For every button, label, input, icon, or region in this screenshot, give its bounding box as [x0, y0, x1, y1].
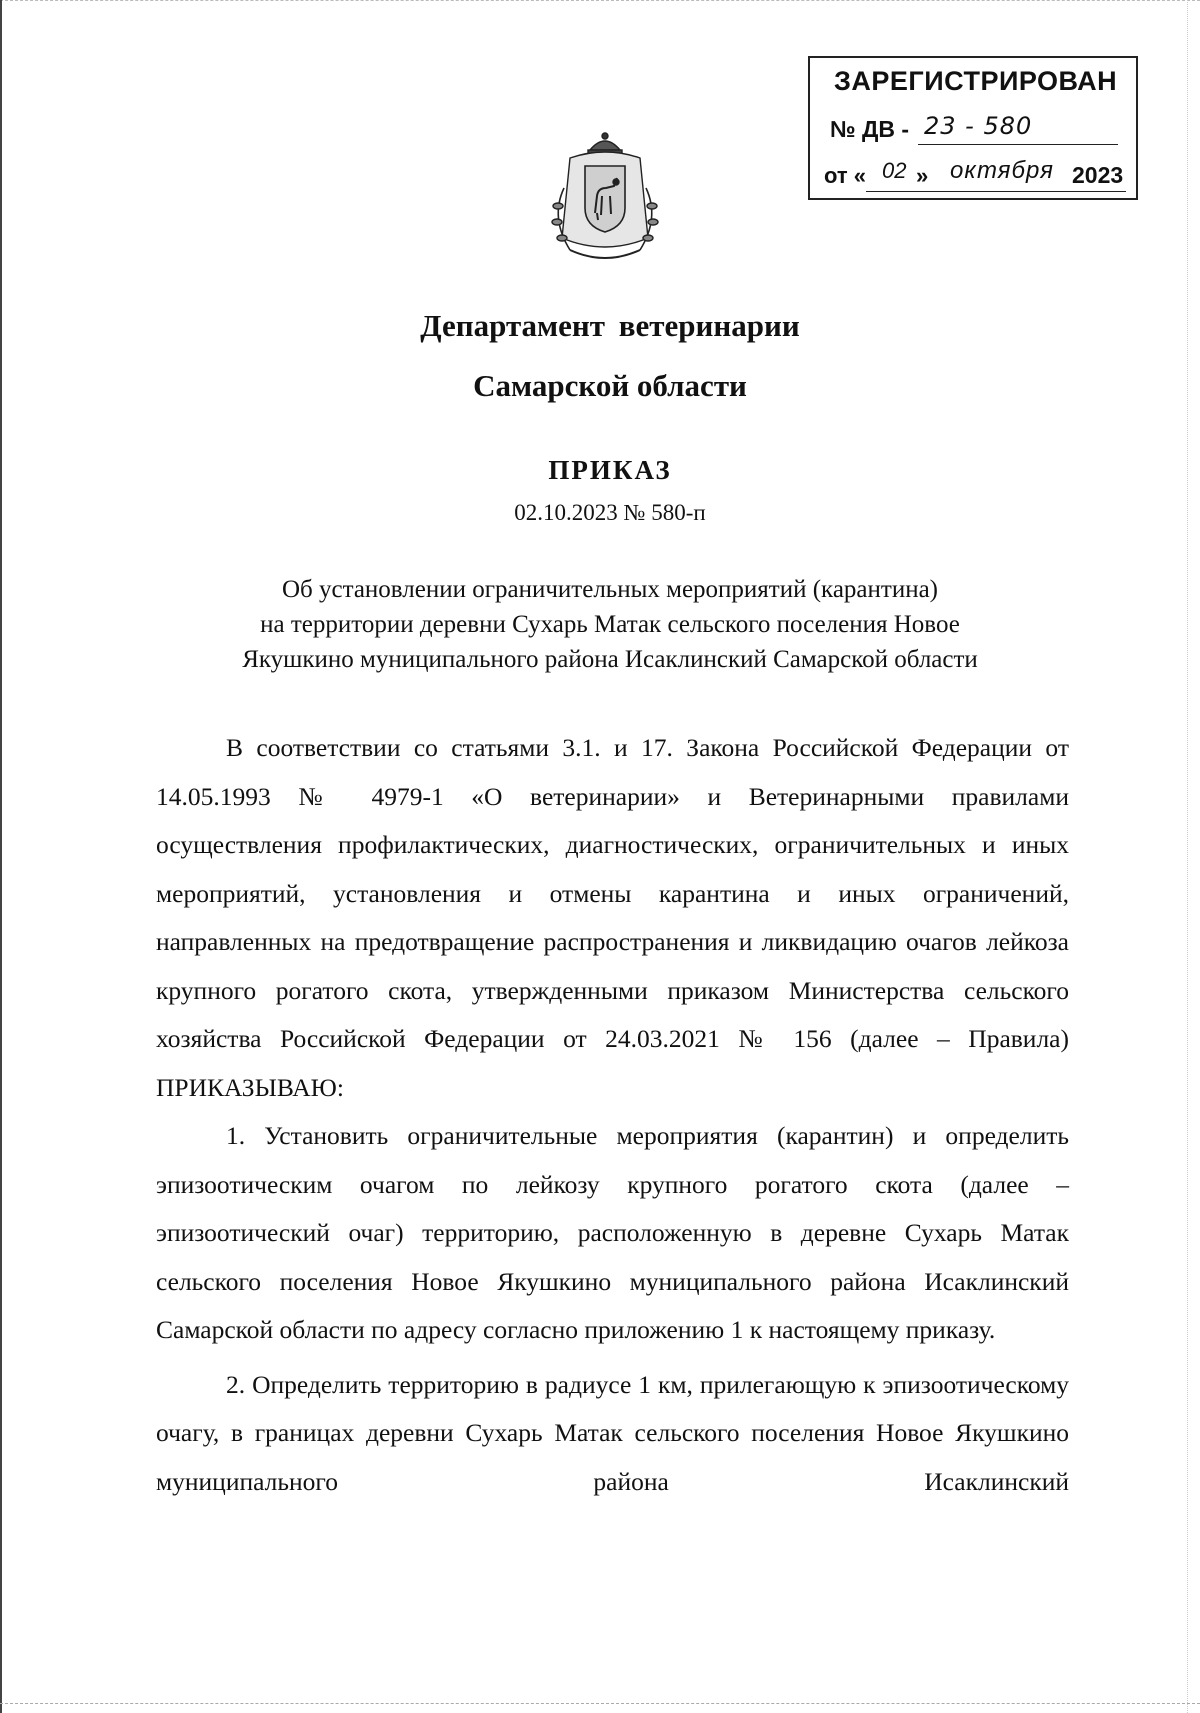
document-subject	[180, 572, 1040, 677]
document-type-title: ПРИКАЗ	[548, 455, 672, 485]
stamp-number-value: 23 - 580	[924, 112, 1033, 140]
department-name-line1: Департамент ветеринарии	[420, 308, 800, 343]
document-body	[156, 724, 1069, 1506]
subject-line: Якушкино муниципального района Исаклинский Самарской области	[242, 646, 978, 673]
registration-stamp	[808, 56, 1138, 200]
subject-line: на территории деревни Сухарь Матак сельского поселения Новое	[260, 611, 960, 638]
clause-1-paragraph: 1. Установить ограничительные мероприятия (карантин) и определить эпизоотическим очагом по лейкозу крупного рогатого скота (далее – эпизоотический очаг) территорию, расположенную в деревне Сухарь Матак сельского поселения Новое Якушкино муниципального района Исаклинский Самарской области по адресу согласно приложению 1 к настоящему приказу.	[156, 1121, 1069, 1344]
scan-edge-right	[1186, 0, 1188, 1713]
stamp-number-label: № ДВ -	[830, 116, 910, 142]
stamp-quote-close: »	[916, 163, 929, 188]
coat-of-arms-icon	[540, 128, 670, 268]
scan-edge-bottom	[0, 1703, 1200, 1705]
stamp-underline	[866, 191, 1126, 192]
subject-line: Об установлении ограничительных мероприятий (карантина)	[281, 576, 939, 603]
scan-edge-left	[0, 0, 2, 1713]
stamp-underline	[918, 144, 1118, 145]
stamp-date-prefix: от «	[824, 163, 867, 188]
stamp-title: ЗАРЕГИСТРИРОВАН	[834, 66, 1118, 96]
document-date-number: 02.10.2023 № 580-п	[514, 500, 706, 525]
stamp-year: 2023	[1072, 162, 1124, 188]
department-name-line2: Самарской области	[473, 368, 747, 403]
stamp-month: октября	[950, 157, 1054, 184]
clause-2-paragraph: 2. Определить территорию в радиусе 1 км, прилегающую к эпизоотическому очагу, в границах деревни Сухарь Матак сельского поселения Новое Якушкино муниципального района Исаклинский	[156, 1369, 1069, 1496]
preamble-paragraph: В соответствии со статьями 3.1. и 17. Закона Российской Федерации от 14.05.1993 № 4979-1 «О ветеринарии» и Ветеринарными правилами осуществления профилактических, диагностических, ограничительных и иных мероприятий, установления и отмены карантина и иных ограничений, направленных на предотвращение распространения и ликвидацию очагов лейкоза крупного рогатого скота, утвержденными приказом Министерства сельского хозяйства Российской Федерации от 24.03.2021 № 156 (далее – Правила) ПРИКАЗЫВАЮ:	[156, 733, 1069, 1102]
scan-edge-top	[0, 0, 1200, 3]
stamp-day: 02	[882, 158, 907, 183]
